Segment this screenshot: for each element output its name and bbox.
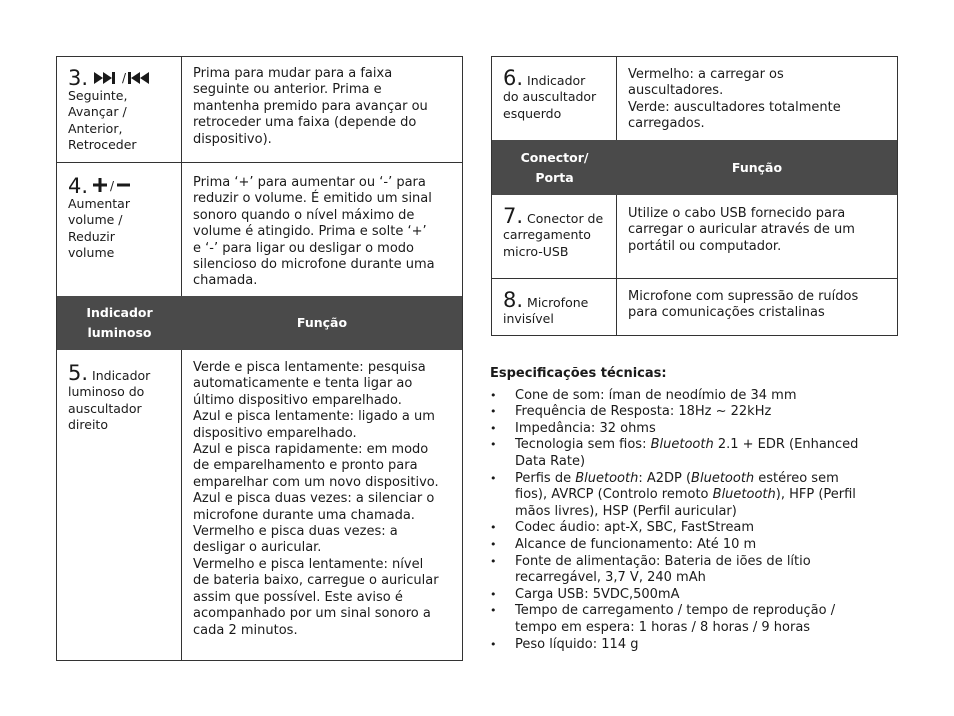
desc-line: desligar o auricular. [193,540,322,556]
label-line: Retroceder [68,136,137,152]
table-row-volume [57,162,462,296]
desc-line: Utilize o cabo USB fornecido para [628,206,846,221]
desc-line: acompanhado por um sinal sonoro a [193,606,431,622]
specs-list [490,388,890,654]
table-row-next-previous [57,57,462,162]
row-label-cell [57,57,182,162]
desc-line: Vermelho e pisca duas vezes: a [193,524,398,540]
desc-line: portátil ou computador. [628,238,782,254]
text-span: Bluetooth [575,470,639,486]
row-number: 4. [68,174,89,198]
header-line: luminoso [87,325,152,340]
label-line: Seguinte, [68,88,128,103]
table-header-connector [492,140,897,195]
row-label-cell [492,279,617,335]
desc-line: auscultadores. [628,83,724,99]
row-number: 3. [68,66,89,90]
desc-line: Prima ‘+’ para aumentar ou ‘-’ para [193,175,426,190]
row-label-cell [492,57,617,140]
row-description [617,57,897,140]
desc-line: cada 2 minutos. [193,622,298,638]
row-label [503,205,616,260]
table-row-left-led [492,57,897,140]
desc-line: seguinte ou anterior. Prima e [193,82,382,98]
list-item: • Carga USB: 5VDC,500mA [490,587,890,604]
text-span: Bluetooth [691,470,755,486]
header-col1 [57,296,182,350]
text-line: Data Rate) [515,453,586,469]
label-line: esquerdo [503,105,562,121]
row-description [182,57,462,162]
table-row-right-led [57,350,462,660]
header-line: Indicador [86,305,153,320]
list-item: • Impedância: 32 ohms [490,421,890,438]
row-label [68,362,181,433]
desc-line: silencioso do microfone durante uma [193,257,435,273]
list-item: • Cone de som: íman de neodímio de 34 mm [490,388,890,405]
right-table [491,56,898,336]
text-line: • Tempo de carregamento / tempo de reprodução / [515,603,836,619]
desc-line: Verde e pisca lentamente: pesquisa [193,360,426,375]
header-line: Conector/ [520,149,589,165]
label-line: Conector de [527,211,604,226]
text-line [515,487,890,504]
minus-icon [117,177,130,196]
row-label-cell [57,350,182,660]
table-row-microphone [492,278,897,335]
text-span: ), HFP (Perfil [775,487,856,503]
text-span: : A2DP ( [638,470,692,486]
list-item [490,471,890,521]
header-line: Porta [535,169,574,185]
desc-line: sonoro quando o nível máximo de [193,207,415,223]
row-label [503,67,616,122]
desc-line: chamada. [193,273,258,289]
row-label [68,88,181,153]
row-description [617,279,897,335]
desc-line: Azul e pisca lentamente: ligado a um [193,409,435,425]
row-number: 7. [503,204,524,228]
list-item: • Codec áudio: apt-X, SBC, FastStream [490,520,890,537]
desc-line: e ‘-’ para ligar ou desligar o modo [193,240,414,256]
desc-line: automaticamente e tenta ligar ao [193,376,413,392]
desc-line: mantenha premido para avançar ou [193,98,428,114]
text-line: mãos livres), HSP (Perfil auricular) [515,503,737,519]
list-item: • Peso líquido: 114 g [490,637,890,654]
desc-line: emparelhar com um novo dispositivo. [193,474,439,490]
desc-line: Microfone com supressão de ruídos [628,289,859,304]
desc-line: de emparelhamento e pronto para [193,458,418,474]
list-item [490,437,890,470]
desc-line: de bateria baixo, carregue o auricular [193,573,439,589]
desc-line: dispositivo). [193,131,272,147]
row-label-cell [492,195,617,278]
label-line: Indicador [92,368,151,383]
row-label [68,196,181,261]
desc-line: Azul e pisca duas vezes: a silenciar o [193,491,435,507]
desc-line: carregar o auricular através de um [628,222,855,238]
label-line: Avançar / [68,104,127,120]
row-description [617,195,897,278]
row-description [182,350,462,660]
row-description [182,163,462,296]
left-table [56,56,463,661]
desc-line: Vermelho: a carregar os [628,67,784,82]
label-line: Reduzir [68,228,115,244]
desc-line: reduzir o volume. É emitido um sinal [193,191,432,207]
list-item [490,554,890,587]
row-heading [68,67,181,89]
list-item: • Frequência de Resposta: 18Hz ~ 22kHz [490,404,890,421]
icon-separator: / [110,179,115,193]
label-line: luminoso do [68,384,145,400]
desc-line: carregados. [628,116,705,132]
desc-line: microfone durante uma chamada. [193,507,415,523]
label-line: micro-USB [503,243,569,259]
desc-line: assim que possível. Este aviso é [193,589,403,605]
previous-track-icon [128,69,154,88]
desc-line: para comunicações cristalinas [628,305,825,321]
header-col2: Função [731,159,783,175]
desc-line: volume é atingido. Prima e solte ‘+’ [193,224,427,240]
text-line: recarregável, 3,7 V, 240 mAh [515,570,706,586]
specifications [490,366,890,653]
icon-separator: / [122,71,127,85]
row-number: 5. [68,361,89,385]
row-label [503,289,616,328]
desc-line: último dispositivo emparelhado. [193,392,402,408]
desc-line: Vermelho e pisca lentamente: nível [193,556,424,572]
desc-line: Verde: auscultadores totalmente [628,99,841,115]
label-line: direito [68,416,108,432]
row-number: 8. [503,288,524,312]
plus-icon [93,177,107,196]
desc-line: retroceder uma faixa (depende do [193,115,417,131]
label-line: volume [68,244,115,260]
text-line: tempo em espera: 1 horas / 8 horas / 9 horas [515,619,811,635]
next-track-icon [94,69,120,88]
list-item [490,603,890,636]
label-line: Microfone [527,295,589,310]
label-line: volume / [68,212,123,228]
row-number: 6. [503,66,524,90]
text-span: Bluetooth [712,487,776,503]
specs-title: Especificações técnicas: [490,366,667,381]
header-col2: Função [296,315,348,330]
label-line: auscultador [68,400,142,416]
label-line: Aumentar [68,196,130,211]
label-line: carregamento [503,227,591,243]
text-span: 2.1 + EDR (Enhanced [713,437,859,453]
text-span: estéreo sem [754,470,839,486]
label-line: invisível [503,311,554,327]
list-item: • Alcance de funcionamento: Até 10 m [490,537,890,554]
text-span: Perfis de [515,470,576,486]
text-line: • Fonte de alimentação: Bateria de iões de lítio [515,553,811,569]
text-span: Bluetooth [650,437,714,453]
text-span: Tecnologia sem fios: [515,437,651,453]
table-header-indicator [57,296,462,350]
row-label-cell [57,163,182,296]
label-line: Anterior, [68,120,123,136]
desc-line: Prima para mudar para a faixa [193,66,393,81]
table-row-usb-connector [492,195,897,278]
row-heading [68,175,181,197]
label-line: do auscultador [503,89,597,105]
desc-line: dispositivo emparelhado. [193,425,357,441]
header-col1 [492,140,617,195]
text-span: fios), AVRCP (Controlo remoto [515,487,713,503]
label-line: Indicador [527,73,586,88]
desc-line: Azul e pisca rapidamente: em modo [193,442,429,458]
